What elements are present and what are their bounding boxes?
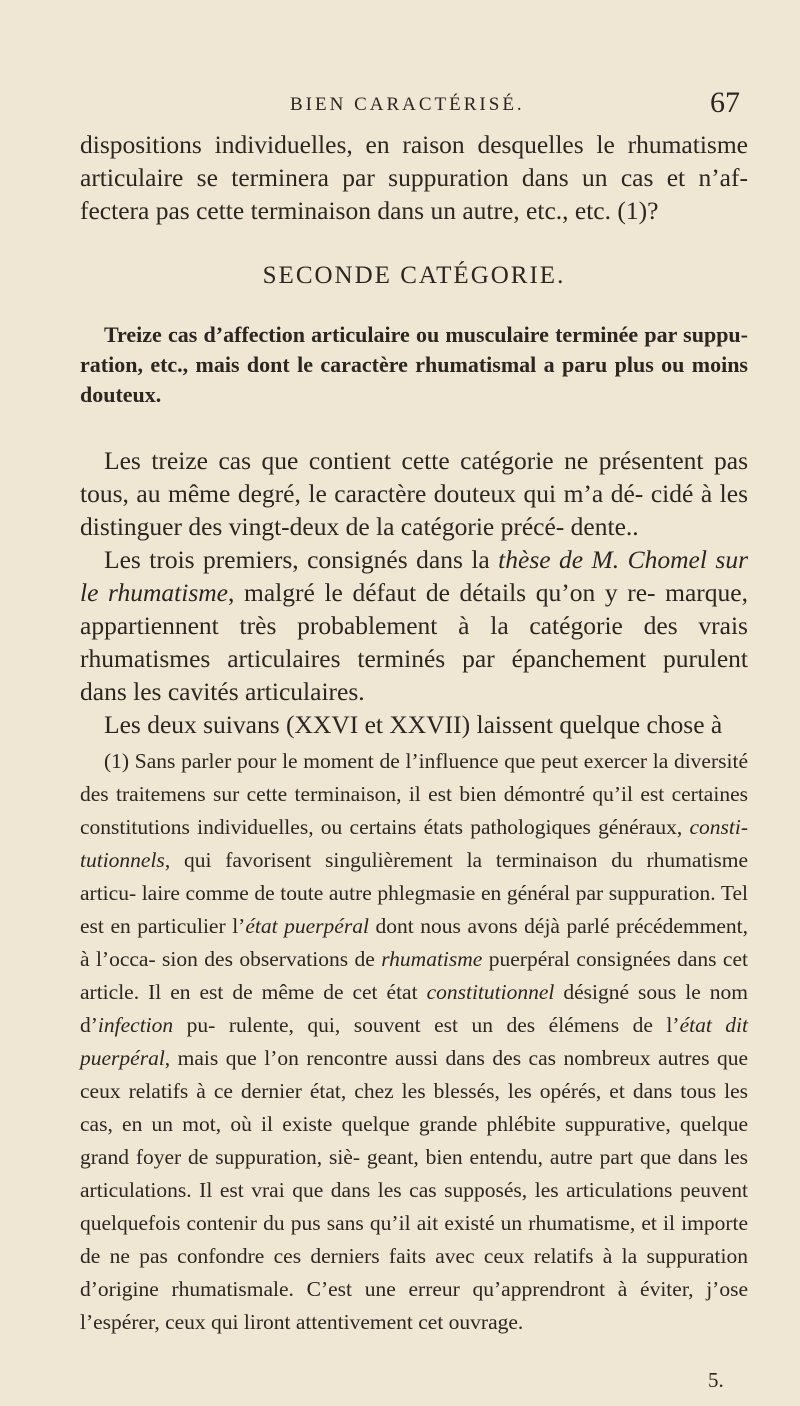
- section-summary: Treize cas d’affection articulaire ou musculaire terminée par suppu- ration, etc., mais dont le caractère rhumatismal a paru plus ou moins douteux.: [80, 322, 748, 407]
- footnote: [80, 745, 748, 1339]
- page-header: [80, 86, 740, 124]
- intro-paragraph: dispositions individuelles, en raison desquelles le rhumatisme articulaire se terminera par suppuration dans un cas et n’af- fectera pas cette terminaison dans un autre, etc., etc. (1)?: [80, 130, 748, 225]
- footnote-text-3: dont nous avons déjà parlé précédemment, à l’occa- sion des observations de: [80, 914, 748, 971]
- footnote-text-5: désigné sous le nom d’: [80, 980, 748, 1037]
- footnote-italic-3: rhumatisme: [381, 947, 483, 971]
- footnote-italic-4: constitutionnel: [426, 980, 555, 1004]
- paragraph-3: Les deux suivans (XXVI et XXVII) laissent quelque chose à: [104, 710, 723, 739]
- footnote-italic-5: infection: [97, 1013, 174, 1037]
- footnote-italic-1: consti- tutionnels: [80, 815, 748, 872]
- main-text: [80, 128, 748, 741]
- footnote-text-6: pu- rulente, qui, souvent est un des élémens de l’: [173, 1013, 680, 1037]
- footnote-italic-6: état dit: [679, 1013, 749, 1037]
- footnote-text-8: , mais que l’on rencontre aussi dans des cas nombreux autres que ceux relatifs à ce dernier état, chez les blessés, les opérés, et dans tous les cas, en un mot, où il existe quelque grande phlébite suppurative, quelque grand foyer de suppuration, siè- geant, bien entendu, autre part que dans les articulations. Il est vrai que dans les cas supposés, les articulations peuvent quelquefois contenir du pus sans qu’il ait existé un rhumatisme, et il importe de ne pas confondre ces derniers faits avec ceux relatifs à la suppuration d’origine rhumatismale. C’est une erreur qu’apprendront à éviter, j’ose l’espérer, ceux qui liront attentivement cet ouvrage.: [80, 1046, 748, 1334]
- paragraph-2-text-a: Les trois premiers, consignés dans la: [104, 545, 499, 574]
- running-title: BIEN CARACTÉRISÉ.: [290, 94, 525, 115]
- section-heading: SECONDE CATÉGORIE.: [262, 262, 566, 289]
- paragraph-1: Les treize cas que contient cette catégorie ne présentent pas tous, au même degré, le caractère douteux qui m’a dé- cidé à les distinguer des vingt-deux de la catégorie précé- dente..: [80, 446, 748, 541]
- footnote-italic-7: puerpéral: [80, 1046, 165, 1070]
- paragraph-2: [80, 543, 748, 708]
- paragraph-2-text-b: , malgré le défaut de détails qu’on y re- marque, appartiennent très probablement à la catégorie des vrais rhumatismes articulaires terminés par épanchement purulent dans les cavités articulaires.: [80, 578, 748, 706]
- footnote-paragraph: [80, 745, 748, 1339]
- footnote-italic-2: état puerpéral: [245, 914, 369, 938]
- signature-mark: 5.: [708, 1368, 724, 1392]
- footnote-text-2: , qui favorisent singulièrement la terminaison du rhumatisme articu- laire comme de toute autre phlegmasie en général par suppuration. Tel est en particulier l’: [80, 848, 748, 938]
- paragraph-2-italic: thèse de M. Chomel sur le rhumatisme: [80, 545, 748, 607]
- footnote-text-1: (1) Sans parler pour le moment de l’influence que peut exercer la diversité des traitemens sur cette terminaison, il est bien démontré qu’il est certaines constitutions individuelles, ou certains états pathologiques généraux,: [80, 749, 748, 839]
- footnote-text-4: puerpéral consignées dans cet article. Il en est de même de cet état: [80, 947, 748, 1004]
- page-number: 67: [710, 86, 740, 119]
